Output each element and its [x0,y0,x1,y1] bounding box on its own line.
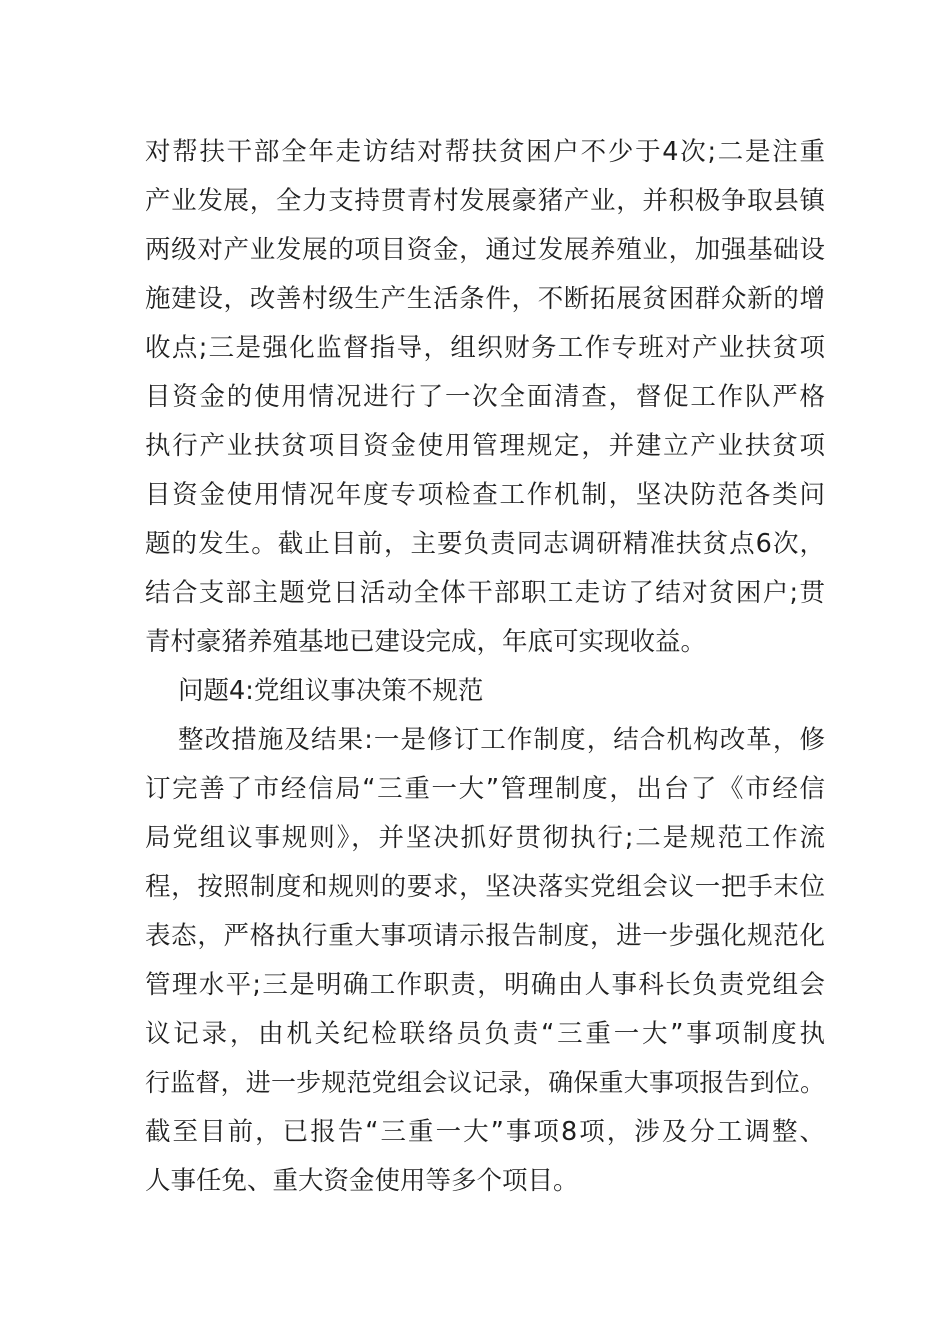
text-line: 产业发展，全力支持贯青村发展豪猪产业，并积极争取县镇 [145,186,825,216]
text-line: 青村豪猪养殖基地已建设完成，年底可实现收益。 [145,627,707,657]
text-line: 对帮扶干部全年走访结对帮扶贫困户不少于4次;二是注重 [145,137,825,167]
text-line: 收点;三是强化监督指导，组织财务工作专班对产业扶贫项 [145,333,825,363]
text-line: 人事任免、重大资金使用等多个项目。 [145,1166,579,1196]
text-line: 程，按照制度和规则的要求，坚决落实党组会议一把手末位 [145,872,825,902]
text-line: 两级对产业发展的项目资金，通过发展养殖业，加强基础设 [145,235,825,265]
text-line: 截至目前，已报告“三重一大”事项8项，涉及分工调整、 [145,1117,825,1147]
text-line: 目资金使用情况年度专项检查工作机制，坚决防范各类问 [145,480,825,510]
text-line: 局党组议事规则》，并坚决抓好贯彻执行;二是规范工作流 [145,823,825,853]
text-line: 施建设，改善村级生产生活条件，不断拓展贫困群众新的增 [145,284,825,314]
text-line: 结合支部主题党日活动全体干部职工走访了结对贫困户;贯 [145,578,825,608]
text-line: 议记录，由机关纪检联络员负责“三重一大”事项制度执 [145,1019,825,1049]
text-line: 整改措施及结果:一是修订工作制度，结合机构改革，修 [178,725,825,755]
text-line: 表态，严格执行重大事项请示报告制度，进一步强化规范化 [145,921,825,951]
text-line: 行监督，进一步规范党组会议记录，确保重大事项报告到位。 [145,1068,825,1097]
text-line: 目资金的使用情况进行了一次全面清查，督促工作队严格 [145,382,825,412]
section-heading: 问题4:党组议事决策不规范 [178,676,484,706]
text-line: 执行产业扶贫项目资金使用管理规定，并建立产业扶贫项 [145,431,825,461]
text-line: 管理水平;三是明确工作职责，明确由人事科长负责党组会 [145,970,825,1000]
text-line: 订完善了市经信局“三重一大”管理制度，出台了《市经信 [145,774,825,804]
text-line: 题的发生。截止目前，主要负责同志调研精准扶贫点6次， [145,529,825,559]
